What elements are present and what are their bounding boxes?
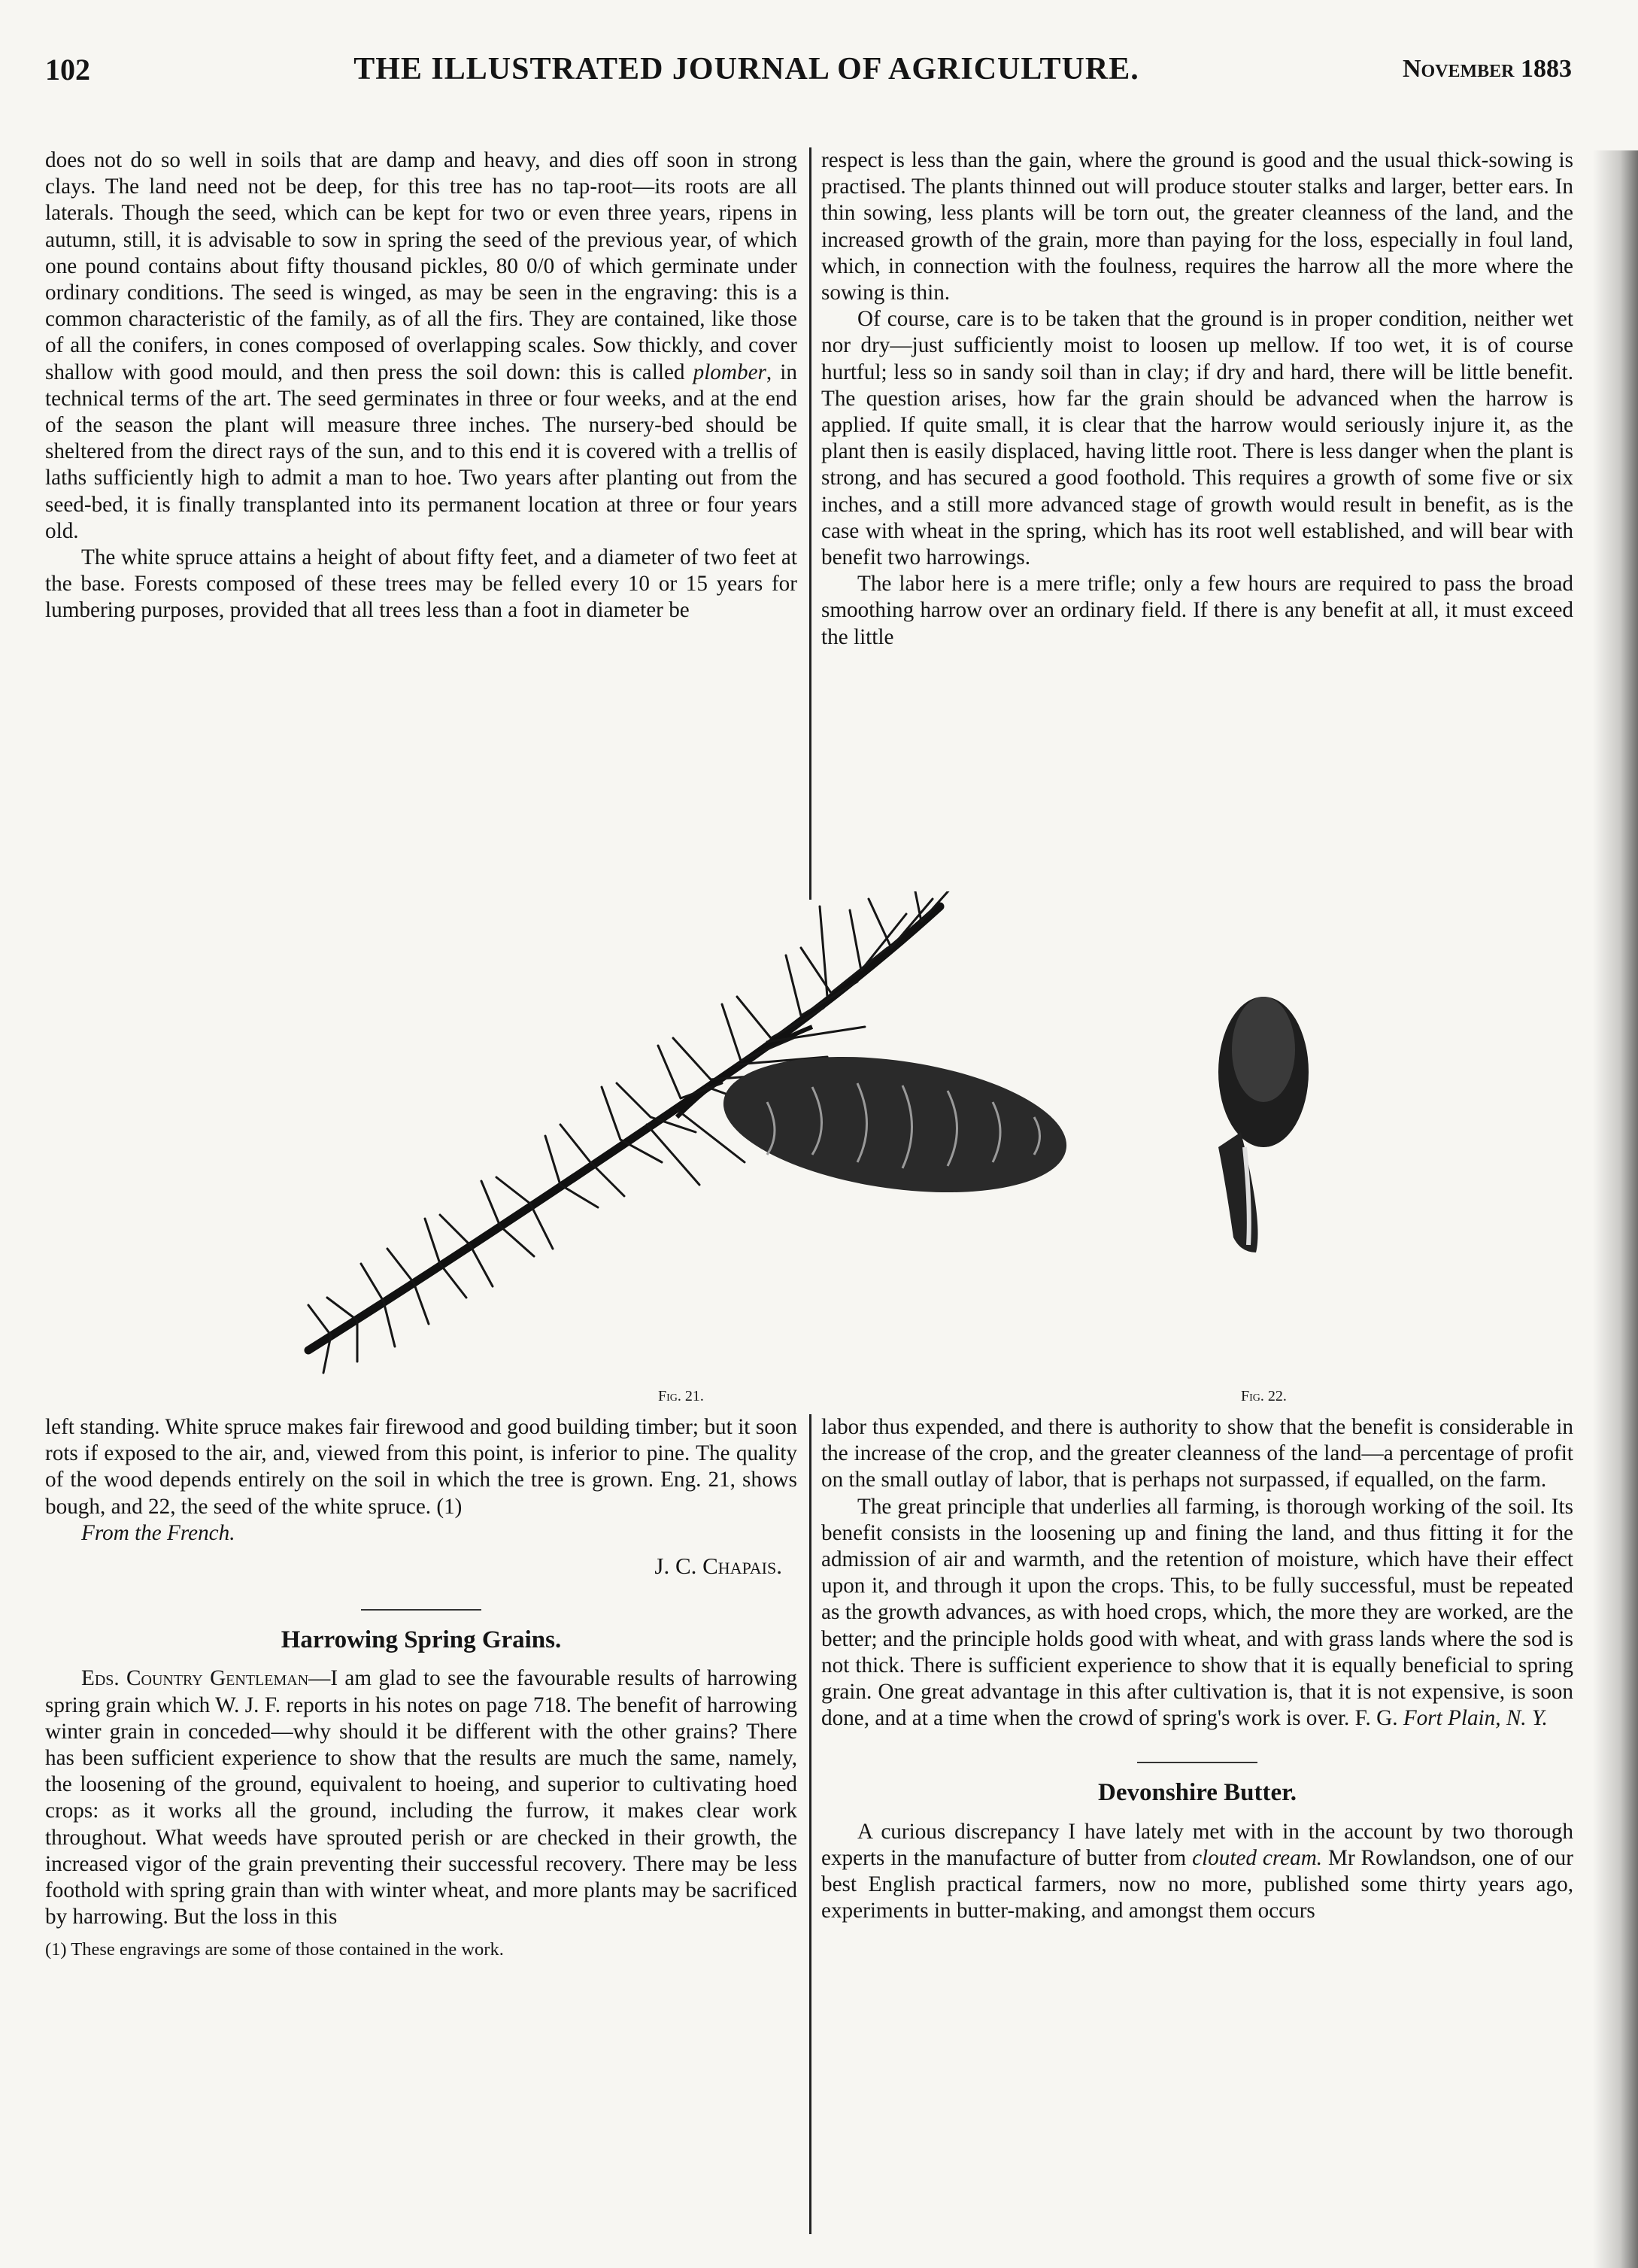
paragraph: labor thus expended, and there is authority to show that the benefit is considerable in the increase of the crop, and the greater cleanness of the land—a percentage of profit on the small outlay of labor, that is perhaps not surpassed, if equalled, on the farm. [821,1415,1573,1492]
footnote: (1) These engravings are some of those contained in the work. [45,1939,504,1960]
source-note: From the French. [81,1520,235,1545]
article-spruce-column [45,147,797,892]
page-number: 102 [45,52,90,87]
page-edge-shadow [1593,150,1638,2268]
column-rule-top [809,147,811,900]
spruce-bough-illustration [286,891,1594,1418]
paragraph: The white spruce attains a height of about fifty feet, and a diameter of two feet at the base. Forests composed of these trees may be felled every 10 or 15 years for lumbering purposes, provided that all trees less than a foot in diameter be [45,545,797,623]
page-header [45,47,1572,92]
column-rule-bottom [809,1414,811,2234]
section-heading: Harrowing Spring Grains. [45,1609,797,1653]
article-spruce-end-and-harrowing [45,1414,797,2242]
journal-title: THE ILLUSTRATED JOURNAL OF AGRICULTURE. [353,52,1139,87]
issue-date: November 1883 [1402,55,1572,83]
section-heading: Devonshire Butter. [821,1762,1573,1806]
paragraph: left standing. White spruce makes fair firewood and good building timber; but it soon rots if exposed to the air, and, viewed from this point, is inferior to pine. The quality of the wood depends entirely on the soil in which the tree is grown. Eng. 21, shows bough, and 22, the seed of the white spruce. (1) [45,1415,797,1519]
engravings [286,891,1594,1418]
paragraph: The labor here is a mere trifle; only a few hours are required to pass the broad smoothing harrow over an ordinary field. If there is any benefit at all, it must exceed the little [821,572,1573,649]
figure-22-caption: Fig. 22. [1241,1388,1287,1404]
figure-21-caption: Fig. 21. [658,1388,704,1404]
author-signature: J. C. Chapais. [654,1553,782,1580]
paragraph: A curious discrepancy I have lately met with in the account by two thorough experts in the manufacture of butter from clouted cream. Mr Rowlandson, one of our best English practical farmers, now no more, published some thirty years ago, experiments in butter-making, and amongst them occurs [821,1819,1573,1923]
paragraph: respect is less than the gain, where the ground is good and the usual thick-sowing is practised. The plants thinned out will produce stouter stalks and larger, better ears. In thin sowing, less plants will be torn out, the greater cleanness of the land, and the increased growth of the grain, more than paying for the loss, especially in foul land, which, in connection with the foulness, requires the harrow all the more where the sowing is thin. [821,148,1573,305]
article-harrowing-continued [821,147,1573,892]
paragraph: Of course, care is to be taken that the ground is in proper condition, neither wet nor dry—just sufficiently moist to loosen up mellow. If too wet, it is of course hurtful; less so in sandy soil than in clay; if dry and hard, there will be little benefit. The question arises, how far the grain should be advanced when the harrow is applied. If quite small, it is clear that the harrow would seriously injure it, as the plant then is easily displaced, having little root. There is less danger when the plant is strong, and has secured a good foothold. This requires a growth of some five or six inches, and a still more advanced stage of growth would result in benefit, as is the case with wheat in the spring, which has its root well established, and will bear with benefit two harrowings. [821,307,1573,570]
article-harrowing-end-and-butter [821,1414,1573,2242]
paragraph: The great principle that underlies all farming, is thorough working of the soil. Its benefit consists in the loosening up and fining the land, and thus fitting it for the admission of air and warmth, and the retention of moisture, which have their effect upon it, and through it upon the crops. This, to be fully successful, must be repeated as the growth advances, as with hoed crops, which, the more they are worked, are the better; and the principle holds good with wheat, and with grass lands where the sod is not thick. There is sufficient experience to show that it is equally beneficial to spring grain. One great advantage in this after cultivation is, that it is not expensive, is soon done, and at a time when the crowd of spring's work is over. F. G. Fort Plain, N. Y. [821,1494,1573,1731]
paragraph: Eds. Country Gentleman—I am glad to see the favourable results of harrowing spring grain which W. J. F. reports in his notes on page 718. The benefit of harrowing winter grain in conceded—why should it be different with the other grains? There has been sufficient experience to show that the results are much the same, namely, the loosening of the ground, equivalent to hoeing, and superior to cultivating hoed crops: as it works all the ground, including the furrow, it makes clear work throughout. What weeds have sprouted perish or are checked in their growth, the increased vigor of the grain preventing their successful recovery. There may be less foothold with spring grain than with winter wheat, and more plants may be sacrificed by harrowing. But the loss in this [45,1666,797,1929]
paragraph: does not do so well in soils that are damp and heavy, and dies off soon in strong clays. The land need not be deep, for this tree has no tap-root—its roots are all laterals. Though the seed, which can be kept for two or even three years, ripens in autumn, still, it is advisable to sow in spring the seed of the previous year, of which one pound contains about fifty thousand pickles, 80 0/0 of which germinate under ordinary conditions. The seed is winged, as may be seen in the engraving: this is a common characteristic of the family, as of all the firs. They are contained, like those of all the conifers, in cones composed of overlapping scales. Sow thickly, and cover shallow with good mould, and then press the soil down: this is called plomber, in technical terms of the art. The seed germinates in three or four weeks, and at the end of the season the plant will measure three inches. The nursery-bed should be sheltered from the direct rays of the sun, and to this end it is covered with a trellis of laths sufficiently high to admit a man to hoe. Two years after planting out from the seed-bed, it is finally transplanted into its permanent location at three or four years old. [45,148,797,543]
seed [1218,997,1309,1252]
cone [714,1037,1075,1212]
